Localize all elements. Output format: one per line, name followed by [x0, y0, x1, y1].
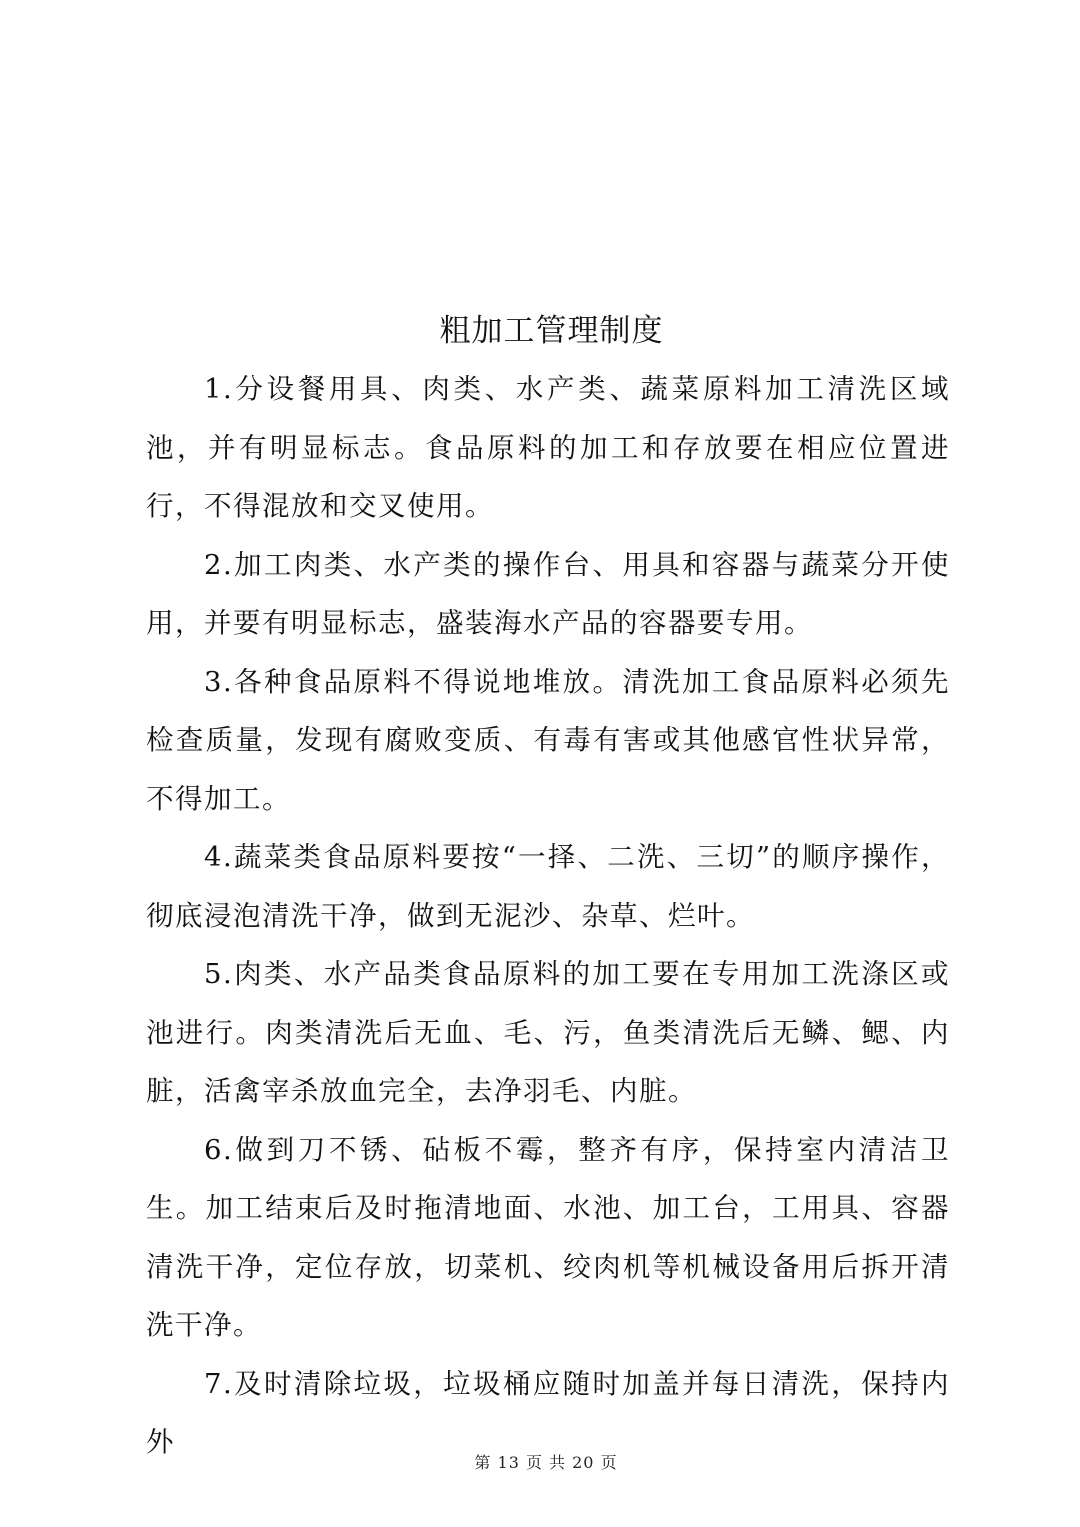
document-title: 粗加工管理制度 [439, 313, 664, 349]
page-footer: 第 13 页 共 20 页 [474, 1453, 618, 1472]
paragraph-4: 4.蔬菜类食品原料要按“一择、二洗、三切”的顺序操作，彻底浸泡清洗干净，做到无泥沙、杂草、烂叶。 [146, 841, 950, 932]
paragraph-1: 1.分设餐用具、肉类、水产类、蔬菜原料加工清洗区域池，并有明显标志。食品原料的加工和存放要在相应位置进行，不得混放和交叉使用。 [146, 373, 950, 522]
paragraph-2: 2.加工肉类、水产类的操作台、用具和容器与蔬菜分开使用，并要有明显标志，盛装海水产品的容器要专用。 [146, 548, 950, 639]
paragraph-3: 3.各种食品原料不得说地堆放。清洗加工食品原料必须先检查质量，发现有腐败变质、有毒有害或其他感官性状异常，不得加工。 [146, 665, 950, 815]
paragraph-7: 7.及时清除垃圾，垃圾桶应随时加盖并每日清洗，保持内外 [146, 1367, 950, 1458]
paragraph-6: 6.做到刀不锈、砧板不霉，整齐有序，保持室内清洁卫生。加工结束后及时拖清地面、水池、加工台，工用具、容器清洗干净，定位存放，切菜机、绞肉机等机械设备用后拆开清洗干净。 [146, 1133, 950, 1341]
paragraph-5: 5.肉类、水产品类食品原料的加工要在专用加工洗涤区或池进行。肉类清洗后无血、毛、污，鱼类清洗后无鳞、鳃、内脏，活禽宰杀放血完全，去净羽毛、内脏。 [146, 958, 950, 1107]
document-body [146, 360, 950, 1472]
